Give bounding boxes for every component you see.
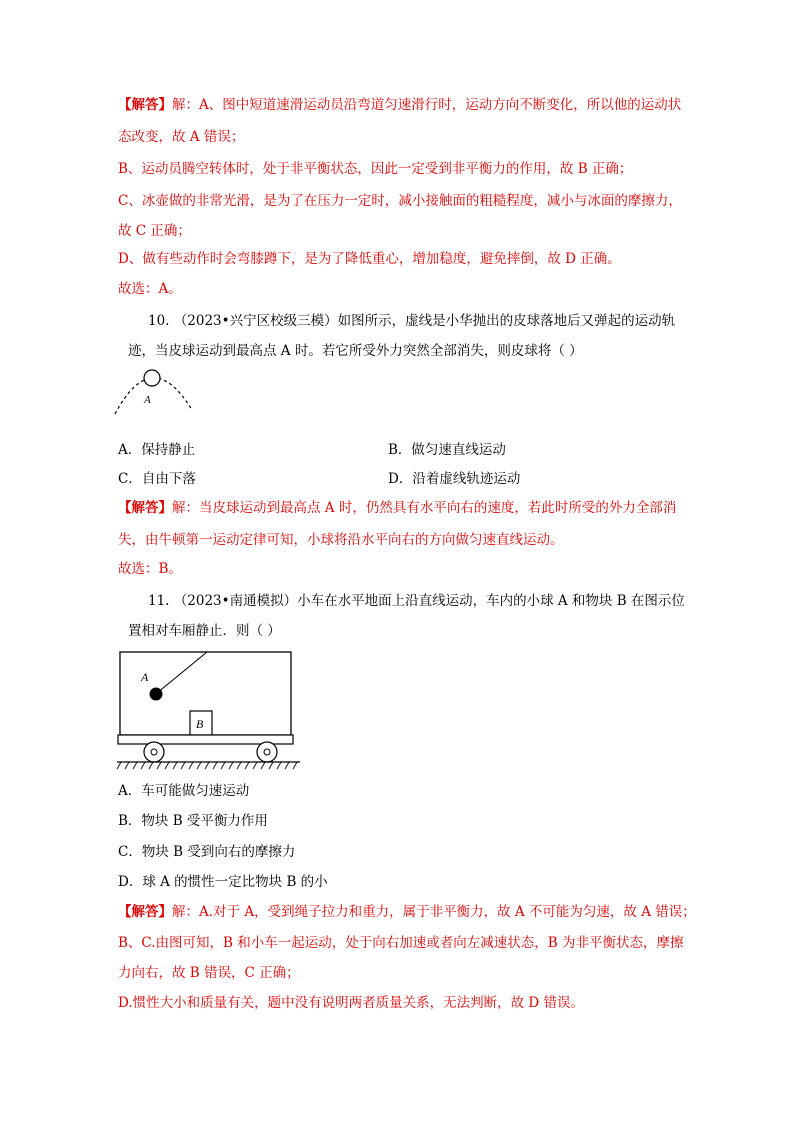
q11-option-d: D．球 A 的惯性一定比物块 B 的小 bbox=[118, 874, 328, 890]
q11-answer-line-1: 【解答】解：A.对于 A，受到绳子拉力和重力，属于非平衡力，故 A 不可能为匀速，故 A 错误； bbox=[118, 904, 696, 920]
q10-option-d: D．沿着虚线轨迹运动 bbox=[388, 471, 521, 487]
q11-answer-line-2: B、C.由图可知，B 和小车一起运动，处于向右加速或者向左减速状态，B 为非平衡状态，摩擦 bbox=[118, 935, 684, 951]
answer-choice: 故选：A。 bbox=[118, 281, 182, 297]
q10-answer-choice: 故选：B。 bbox=[118, 561, 182, 577]
ground-hatching bbox=[117, 762, 297, 769]
q11-answer-line-3: 力向右，故 B 错误，C 正确； bbox=[118, 965, 300, 981]
q11-answer-line-4: D.惯性大小和质量有关，题中没有说明两者质量关系，无法判断，故 D 错误。 bbox=[118, 995, 585, 1011]
q10-answer-line-2: 失，由牛顿第一运动定律可知，小球将沿水平向右的方向做匀速直线运动。 bbox=[118, 532, 564, 548]
block-b-label: B bbox=[196, 717, 204, 731]
answer-line-5: 故 C 正确； bbox=[118, 223, 191, 239]
answer-tag: 【解答】 bbox=[118, 97, 172, 113]
question-11-line-1: 11. （2023•南通模拟）小车在水平地面上沿直线运动，车内的小球 A 和物块 B 在图示位 bbox=[148, 593, 685, 609]
answer-line-1: 【解答】解：A、图中短道速滑运动员沿弯道匀速滑行时，运动方向不断变化，所以他的运动状 bbox=[118, 97, 682, 113]
answer-line-6: D、做有些动作时会弯膝蹲下，是为了降低重心，增加稳度，避免摔倒，故 D 正确。 bbox=[118, 251, 621, 267]
question-10-line-1: 10. （2023•兴宁区校级三模）如图所示，虚线是小华抛出的皮球落地后又弹起的运动轨 bbox=[148, 313, 676, 329]
question-10-line-2: 迹，当皮球运动到最高点 A 时。若它所受外力突然全部消失，则皮球将（ ） bbox=[128, 343, 583, 359]
trajectory-figure bbox=[110, 362, 200, 417]
q10-option-c: C．自由下落 bbox=[118, 471, 196, 487]
question-11-line-2: 置相对车厢静止．则（ ） bbox=[128, 623, 281, 639]
answer-line-2: 态改变，故 A 错误； bbox=[118, 129, 245, 145]
ball-label: A bbox=[144, 394, 151, 406]
ball-circle bbox=[144, 370, 160, 386]
ball-a-label: A bbox=[141, 670, 149, 684]
answer-line-4: C、冰壶做的非常光滑，是为了在压力一定时，减小接触面的粗糙程度，减小与冰面的摩擦力， bbox=[118, 193, 682, 209]
q11-option-b: B．物块 B 受平衡力作用 bbox=[118, 813, 268, 829]
q11-option-a: A．车可能做匀速运动 bbox=[118, 783, 250, 799]
q11-option-c: C．物块 B 受到向右的摩擦力 bbox=[118, 844, 296, 860]
answer-line-3: B、运动员腾空转体时，处于非平衡状态，因此一定受到非平衡力的作用，故 B 正确； bbox=[118, 161, 633, 177]
q10-option-a: A．保持静止 bbox=[118, 442, 196, 458]
cart-figure bbox=[117, 649, 302, 773]
q10-option-b: B．做匀速直线运动 bbox=[388, 442, 506, 458]
q10-answer-line-1: 【解答】解：当皮球运动到最高点 A 时，仍然具有水平向右的速度，若此时所受的外力全部消 bbox=[118, 500, 677, 516]
ball-a bbox=[150, 688, 163, 701]
